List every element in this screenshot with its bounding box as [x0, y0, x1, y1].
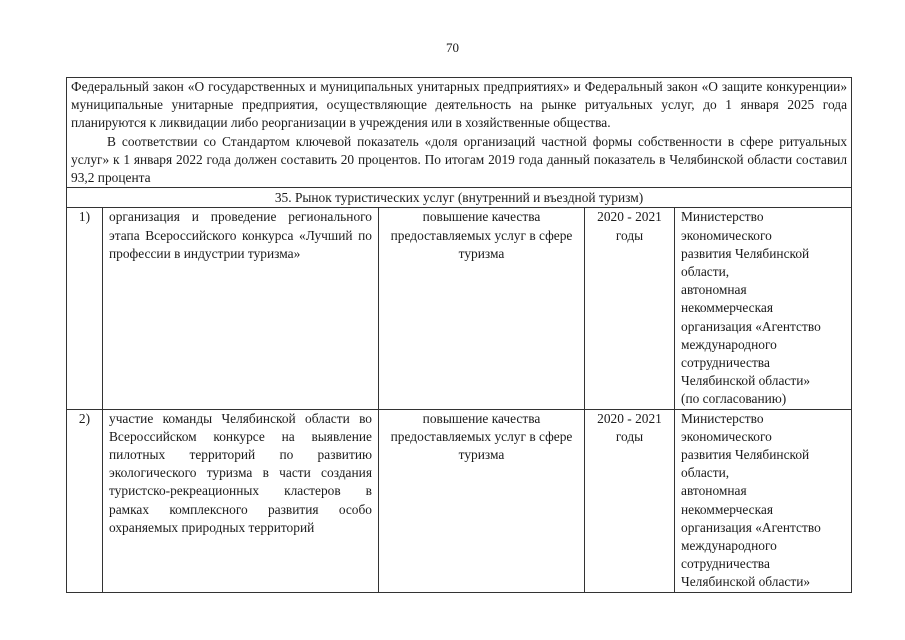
- executor-line: некоммерческая: [681, 501, 773, 517]
- executor-line: Челябинской области»: [681, 373, 811, 389]
- intro-paragraph-1: Федеральный закон «О государственных и муниципальных унитарных предприятиях» и Федеральный закон «О защите конкуренции» муниципальные унитарные предприятия, осуществляющие деятельность на рынке ритуальных услуг, до 1 января 2025 года планируются к ликвидации либо реорганизации в учреждения или в хозяйственные общества.: [71, 79, 848, 131]
- executor-line: автономная: [681, 282, 747, 298]
- row-action: участие команды Челябинской области во Всероссийском конкурсе на выявление пилотных территорий по развитию экологического туризма в части создания туристско-рекреационных кластеров в рамках комплексного развития особо охраняемых природных территорий: [103, 409, 379, 592]
- section-title: 35. Рынок туристических услуг (внутренний и въездной туризм): [67, 188, 852, 208]
- row-result: повышение качества предоставляемых услуг в сфере туризма: [379, 409, 585, 592]
- executor-line: организация «Агентство: [681, 318, 821, 334]
- executor-line: международного: [681, 538, 777, 554]
- executor-line: развития Челябинской: [681, 245, 810, 261]
- executor-line: международного: [681, 336, 777, 352]
- table-row: [67, 208, 852, 409]
- executor-line: сотрудничества: [681, 556, 770, 572]
- row-executor: [675, 409, 852, 592]
- row-number: 2): [67, 409, 103, 592]
- intro-paragraph-2: В соответствии со Стандартом ключевой показатель «доля организаций частной формы собственности в сфере ритуальных услуг» к 1 января 2022 года должен составить 20 процентов. По итогам 2019 года данный показатель в Челябинской области составил 93,2 процента: [71, 133, 848, 186]
- executor-line: экономического: [681, 227, 772, 243]
- executor-line: Челябинской области»: [681, 574, 811, 590]
- document-table: [66, 77, 852, 593]
- executor-line: (по согласованию): [681, 391, 787, 407]
- row-period: 2020 - 2021 годы: [585, 208, 675, 409]
- executor-line: области,: [681, 465, 730, 481]
- executor-line: области,: [681, 264, 730, 280]
- page-number: 70: [446, 40, 459, 55]
- row-period: 2020 - 2021 годы: [585, 409, 675, 592]
- row-executor: [675, 208, 852, 409]
- row-action: организация и проведение регионального этапа Всероссийского конкурса «Лучший по профессии в индустрии туризма»: [103, 208, 379, 409]
- row-result: повышение качества предоставляемых услуг в сфере туризма: [379, 208, 585, 409]
- executor-line: организация «Агентство: [681, 519, 821, 535]
- section-header-row: [67, 188, 852, 208]
- executor-line: развития Челябинской: [681, 447, 810, 463]
- executor-line: экономического: [681, 428, 772, 444]
- executor-line: Министерство: [681, 410, 764, 426]
- executor-line: Министерство: [681, 209, 764, 225]
- table-row: [67, 409, 852, 592]
- row-number: 1): [67, 208, 103, 409]
- executor-line: автономная: [681, 483, 747, 499]
- executor-line: некоммерческая: [681, 300, 773, 316]
- intro-row: [67, 78, 852, 188]
- intro-cell: [67, 78, 852, 188]
- executor-line: сотрудничества: [681, 355, 770, 371]
